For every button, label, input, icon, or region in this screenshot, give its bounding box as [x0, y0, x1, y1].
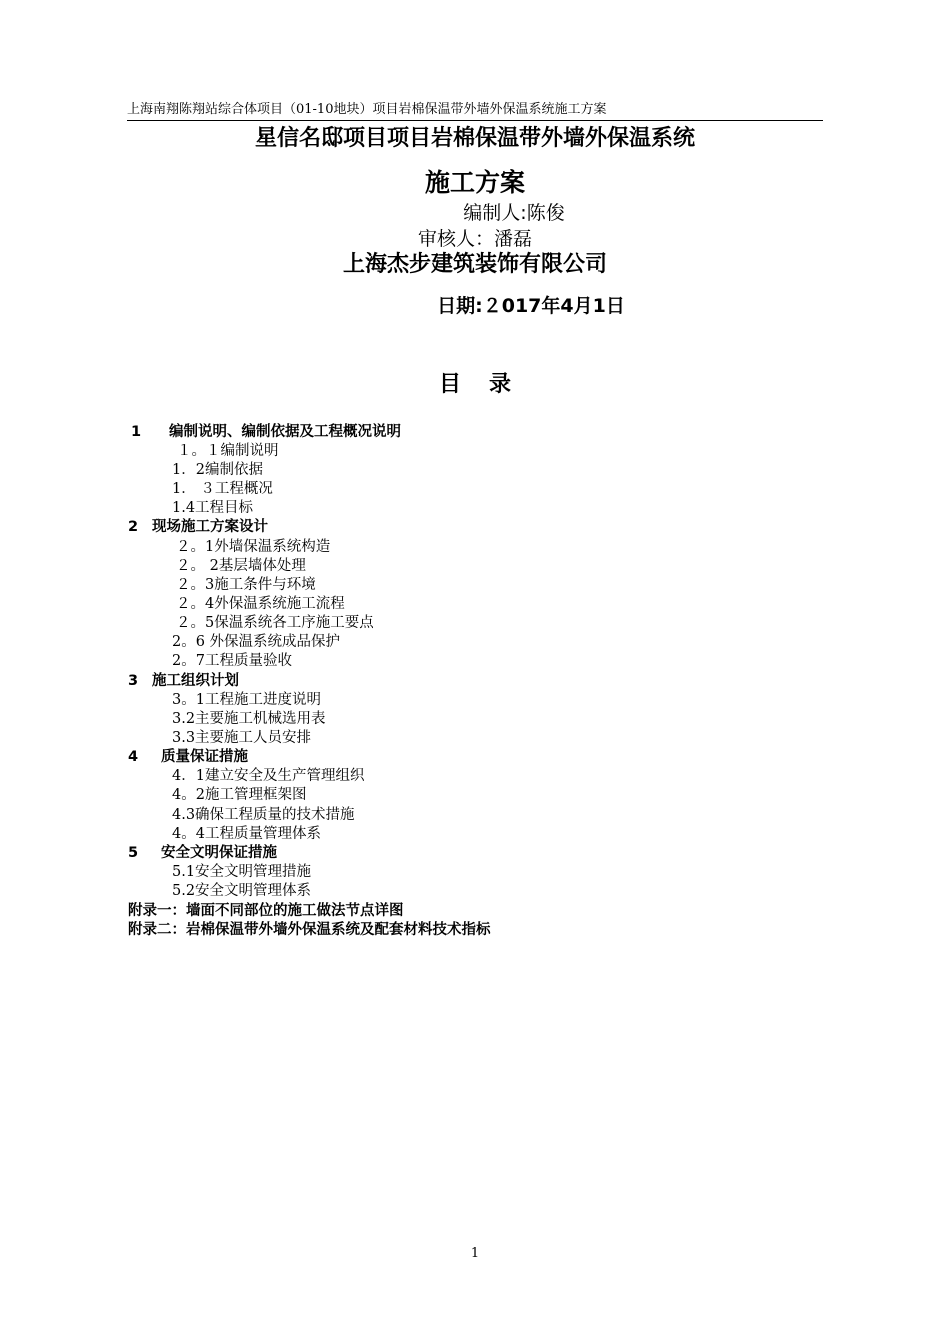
toc-text: 4。2施工管理框架图 [172, 787, 307, 803]
toc-text: 5.2安全文明管理体系 [172, 883, 312, 899]
toc-text: ２。3施工条件与环境 [176, 577, 316, 593]
compiler-line: 编制人:陈俊 [463, 202, 565, 224]
toc-number: 5 [128, 845, 139, 861]
toc-section[interactable] [172, 633, 340, 652]
toc-text: 3.3主要施工人员安排 [172, 730, 312, 746]
toc-text: 附录一：墙面不同部位的施工做法节点详图 [128, 903, 404, 919]
toc-text: 施工组织计划 [152, 673, 239, 689]
toc-section[interactable] [172, 786, 306, 805]
toc-section[interactable] [172, 652, 292, 671]
toc-text: 安全文明保证措施 [161, 845, 277, 861]
toc-text: 1．2编制依据 [172, 462, 263, 478]
document-title: 星信名邸项目项目岩棉保温带外墙外保温系统 [254, 126, 695, 151]
toc-section[interactable] [172, 499, 253, 518]
toc-text: １。１编制说明 [177, 443, 279, 459]
toc-number: 4 [128, 749, 139, 765]
toc-chapter-3[interactable] [128, 672, 239, 691]
toc-text: 质量保证措施 [161, 749, 248, 765]
toc-section[interactable] [172, 710, 326, 729]
running-header: 上海南翔陈翔站综合体项目（01-10地块）项目岩棉保温带外墙外保温系统施工方案 [127, 102, 607, 117]
toc-text: 编制说明、编制依据及工程概况说明 [169, 424, 401, 440]
toc-text: 附录二：岩棉保温带外墙外保温系统及配套材料技术指标 [128, 922, 491, 938]
toc-text: 1． ３工程概况 [172, 481, 273, 497]
toc-text: ２。4外保温系统施工流程 [176, 596, 345, 612]
document-date: 日期:２017年4月1日 [437, 295, 625, 317]
toc-section[interactable] [172, 729, 311, 748]
toc-text: 4．1建立安全及生产管理组织 [172, 768, 365, 784]
toc-number: 2 [128, 519, 139, 535]
toc-text: 3。1工程施工进度说明 [172, 692, 321, 708]
toc-section[interactable] [172, 691, 321, 710]
toc-number: 3 [128, 673, 139, 689]
toc-chapter-5[interactable] [128, 844, 277, 863]
toc-text: 3.2主要施工机械选用表 [172, 711, 326, 727]
toc-chapter-1[interactable] [131, 423, 401, 442]
page-number: 1 [470, 1246, 480, 1261]
toc-section[interactable] [172, 806, 355, 825]
toc-section[interactable] [172, 882, 311, 901]
toc-text: 2。6 外保温系统成品保护 [172, 634, 341, 650]
toc-section[interactable] [176, 557, 306, 576]
toc-text: 4.3确保工程质量的技术措施 [172, 807, 355, 823]
toc-section[interactable] [177, 442, 279, 461]
toc-section[interactable] [172, 863, 311, 882]
toc-text: ２。 2基层墙体处理 [176, 558, 306, 574]
header-rule [127, 120, 823, 121]
toc-appendix-1[interactable] [128, 902, 404, 921]
toc-section[interactable] [176, 614, 374, 633]
toc-section[interactable] [172, 825, 321, 844]
toc-appendix-2[interactable] [128, 921, 491, 940]
toc-heading: 目录 [438, 372, 539, 397]
toc-text: 1.4工程目标 [172, 500, 254, 516]
toc-section[interactable] [176, 595, 345, 614]
toc-text: 4。4工程质量管理体系 [172, 826, 321, 842]
toc-section[interactable] [172, 767, 364, 786]
reviewer-line: 审核人：潘磊 [417, 228, 532, 250]
toc-section[interactable] [172, 461, 263, 480]
document-subtitle: 施工方案 [424, 168, 525, 197]
toc-section[interactable] [176, 538, 330, 557]
toc-text: 现场施工方案设计 [152, 519, 268, 535]
toc-text: ２。5保温系统各工序施工要点 [176, 615, 374, 631]
toc-number: 1 [131, 424, 142, 440]
toc-section[interactable] [176, 576, 316, 595]
toc-chapter-4[interactable] [128, 748, 248, 767]
toc-text: ２。1外墙保温系统构造 [176, 539, 331, 555]
toc-section[interactable] [172, 480, 273, 499]
toc-chapter-2[interactable] [128, 518, 268, 537]
toc-text: 5.1安全文明管理措施 [172, 864, 312, 880]
company-name: 上海杰步建筑装饰有限公司 [342, 252, 607, 277]
toc-text: 2。7工程质量验收 [172, 653, 292, 669]
